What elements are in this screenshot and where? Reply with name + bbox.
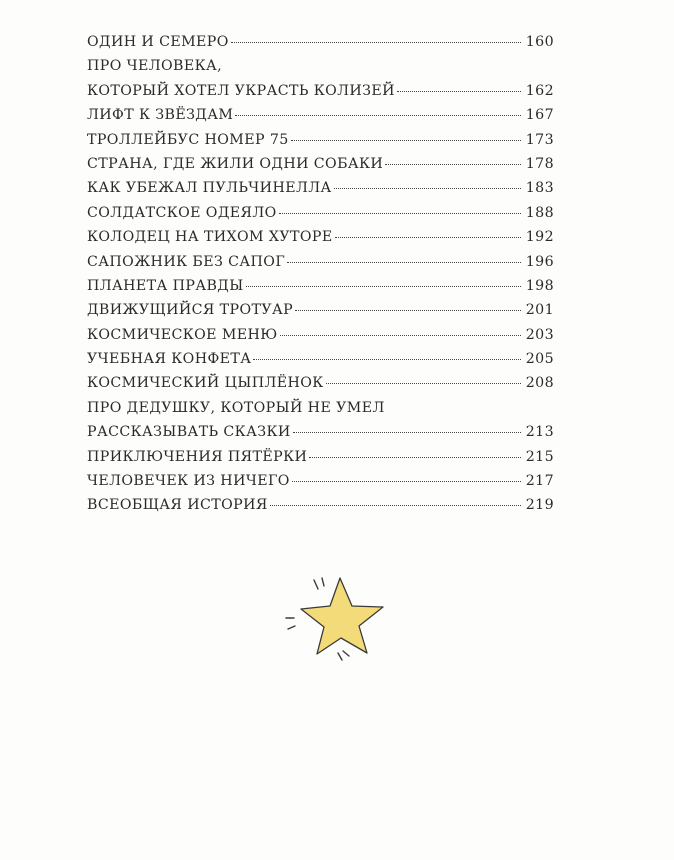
toc-entry-page-number: 205 bbox=[525, 351, 554, 368]
toc-entry-page-number: 167 bbox=[525, 107, 554, 124]
toc-entry-title: САПОЖНИК БЕЗ САПОГ bbox=[87, 253, 286, 270]
toc-entry-row bbox=[87, 225, 554, 249]
toc-entry bbox=[87, 201, 554, 225]
toc-entry-title: СТРАНА, ГДЕ ЖИЛИ ОДНИ СОБАКИ bbox=[87, 155, 384, 172]
toc-entry-page-number: 160 bbox=[525, 34, 554, 50]
dot-leader bbox=[335, 236, 521, 238]
toc-entry bbox=[87, 30, 554, 54]
toc-entry-page-number: 198 bbox=[525, 277, 554, 294]
dot-leader bbox=[397, 90, 521, 92]
toc-entry-title: КОТОРЫЙ ХОТЕЛ УКРАСТЬ КОЛИЗЕЙ bbox=[87, 82, 395, 99]
toc-entry bbox=[87, 103, 554, 127]
toc-entry-row bbox=[87, 469, 554, 493]
toc-entry-row bbox=[87, 176, 554, 200]
dot-leader bbox=[385, 163, 521, 165]
toc-entry-page-number: 213 bbox=[525, 424, 554, 441]
toc-entry-page-number: 178 bbox=[525, 155, 554, 172]
toc-entry-page-number: 173 bbox=[525, 131, 554, 148]
toc-entry-title: ЧЕЛОВЕЧЕК ИЗ НИЧЕГО bbox=[87, 473, 290, 490]
toc-entry-row bbox=[87, 493, 554, 517]
dot-leader bbox=[246, 285, 521, 287]
toc-entry-page-number: 162 bbox=[525, 82, 554, 99]
dot-leader bbox=[292, 480, 521, 482]
toc-entry-page-number: 208 bbox=[525, 375, 554, 392]
toc-entry-page-number: 196 bbox=[525, 253, 554, 270]
toc-entry-title: ЛИФТ К ЗВЁЗДАМ bbox=[87, 107, 234, 124]
toc-entry-row bbox=[87, 274, 554, 298]
toc-entry-row bbox=[87, 201, 554, 225]
toc-entry-row bbox=[87, 250, 554, 274]
star-shape bbox=[301, 578, 383, 654]
toc-entry-title: УЧЕБНАЯ КОНФЕТА bbox=[87, 351, 252, 368]
dot-leader bbox=[334, 187, 521, 189]
toc-entry-title: ПЛАНЕТА ПРАВДЫ bbox=[87, 277, 244, 294]
toc-entry-title: КАК УБЕЖАЛ ПУЛЬЧИНЕЛЛА bbox=[87, 180, 332, 197]
toc-entry bbox=[87, 445, 554, 469]
toc-entry-page-number: 203 bbox=[525, 326, 554, 343]
toc-entry-row bbox=[87, 103, 554, 127]
dot-leader bbox=[326, 382, 521, 384]
star-illustration bbox=[280, 565, 390, 675]
toc-entry bbox=[87, 225, 554, 249]
toc-entry bbox=[87, 323, 554, 347]
toc-entry-page-number: 217 bbox=[525, 473, 554, 490]
toc-entry-row bbox=[87, 152, 554, 176]
dot-leader bbox=[235, 114, 520, 116]
star-icon bbox=[280, 565, 390, 675]
toc-entry-page-number: 183 bbox=[525, 180, 554, 197]
toc-entry-page-number: 219 bbox=[525, 497, 554, 514]
toc-entry-title: КОСМИЧЕСКОЕ МЕНЮ bbox=[87, 326, 278, 343]
toc-entry-title: ТРОЛЛЕЙБУС НОМЕР 75 bbox=[87, 131, 289, 148]
toc-entry bbox=[87, 274, 554, 298]
toc-entry-title: ОДИН И СЕМЕРО bbox=[87, 34, 229, 50]
toc-entry-title: ДВИЖУЩИЙСЯ ТРОТУАР bbox=[87, 302, 294, 319]
toc-entry-page-number: 188 bbox=[525, 204, 554, 221]
dot-leader bbox=[231, 41, 521, 43]
toc-entry bbox=[87, 250, 554, 274]
toc-entry-title-line: ПРО ЧЕЛОВЕКА, bbox=[87, 58, 223, 75]
dot-leader bbox=[279, 212, 521, 214]
dot-leader bbox=[295, 309, 521, 311]
dot-leader bbox=[293, 431, 521, 433]
toc-entry bbox=[87, 176, 554, 200]
dot-leader bbox=[253, 358, 520, 360]
toc-entry-title-line: ПРО ДЕДУШКУ, КОТОРЫЙ НЕ УМЕЛ bbox=[87, 399, 385, 416]
table-of-contents bbox=[87, 30, 554, 518]
toc-entry bbox=[87, 396, 554, 445]
toc-entry bbox=[87, 298, 554, 322]
toc-entry-row bbox=[87, 128, 554, 152]
toc-entry-title: РАССКАЗЫВАТЬ СКАЗКИ bbox=[87, 424, 291, 441]
dot-leader bbox=[287, 261, 521, 263]
toc-entry-row bbox=[87, 298, 554, 322]
toc-entry-row bbox=[87, 371, 554, 395]
toc-entry bbox=[87, 371, 554, 395]
toc-entry-title: ПРИКЛЮЧЕНИЯ ПЯТЁРКИ bbox=[87, 448, 308, 465]
toc-entry bbox=[87, 347, 554, 371]
toc-entry bbox=[87, 128, 554, 152]
toc-entry-title: СОЛДАТСКОЕ ОДЕЯЛО bbox=[87, 204, 277, 221]
dot-leader bbox=[270, 504, 521, 506]
toc-entry-page-number: 192 bbox=[525, 229, 554, 246]
toc-entry-title: КОЛОДЕЦ НА ТИХОМ ХУТОРЕ bbox=[87, 229, 333, 246]
dot-leader bbox=[309, 456, 520, 458]
toc-entry bbox=[87, 493, 554, 517]
toc-entry-row bbox=[87, 420, 554, 444]
dot-leader bbox=[280, 334, 521, 336]
toc-entry-row bbox=[87, 79, 554, 103]
toc-entry-page-number: 201 bbox=[525, 302, 554, 319]
toc-entry-page-number: 215 bbox=[525, 448, 554, 465]
toc-entry-row bbox=[87, 445, 554, 469]
toc-entry bbox=[87, 152, 554, 176]
toc-entry-row bbox=[87, 323, 554, 347]
toc-entry-row bbox=[87, 347, 554, 371]
toc-entry-title: КОСМИЧЕСКИЙ ЦЫПЛЁНОК bbox=[87, 375, 324, 392]
toc-entry bbox=[87, 469, 554, 493]
toc-entry bbox=[87, 54, 554, 103]
dot-leader bbox=[291, 139, 521, 141]
toc-entry-row bbox=[87, 30, 554, 54]
toc-entry-title: ВСЕОБЩАЯ ИСТОРИЯ bbox=[87, 497, 268, 514]
